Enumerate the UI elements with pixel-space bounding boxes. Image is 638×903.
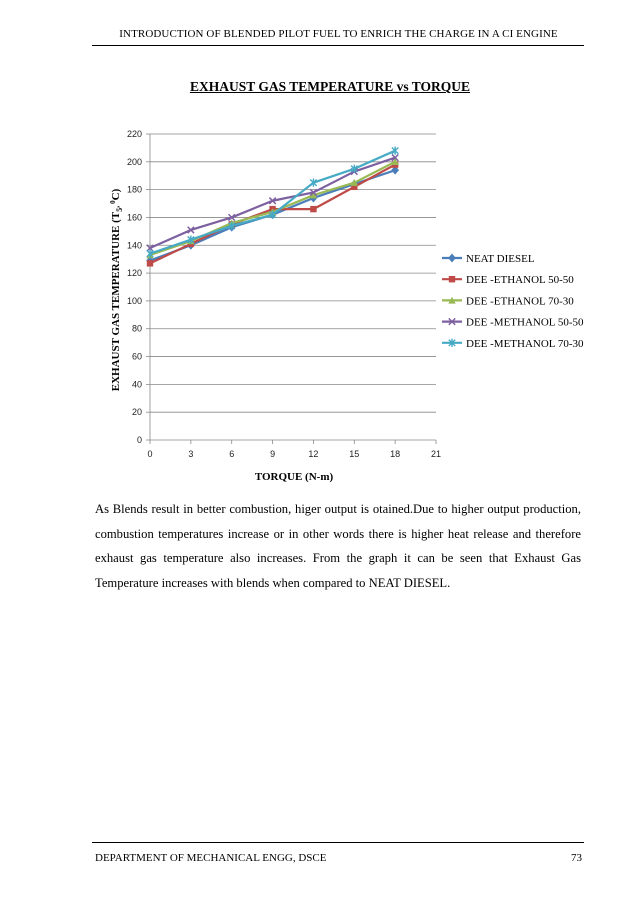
x-tick-label-21: 21 <box>430 449 442 459</box>
legend-label-4: DEE -METHANOL 50-50 <box>466 316 584 329</box>
y-tick-label-100: 100 <box>126 295 142 306</box>
series-4 <box>147 154 399 251</box>
axes <box>146 134 436 444</box>
footer-department: DEPARTMENT OF MECHANICAL ENGG, DSCE <box>95 852 327 864</box>
y-tick-label-140: 140 <box>126 240 142 251</box>
body-paragraph: As Blends result in better combustion, higer output is otained.Due to higher output production, combustion temperatures increase or in other words there is higher heat release and therefore exhaust gas temperature also increases. From the graph it can be seen that Exhaust Gas Temperature increases with blends when compared to NEAT DIESEL. <box>95 502 581 590</box>
x-tick-label-6: 6 <box>229 449 235 459</box>
x-tick-label-9: 9 <box>270 449 276 459</box>
series-line-4 <box>150 158 395 248</box>
x-tick-label-0: 0 <box>147 449 153 459</box>
y-tick-label-80: 80 <box>131 323 142 334</box>
legend-marker-2 <box>449 276 455 282</box>
x-axis-label: TORQUE (N-m) <box>254 471 334 483</box>
legend-item-1 <box>442 253 535 265</box>
page-number: 73 <box>571 852 582 864</box>
legend-label-2: DEE -ETHANOL 50-50 <box>466 274 574 287</box>
running-header: INTRODUCTION OF BLENDED PILOT FUEL TO ENRICH THE CHARGE IN A CI ENGINE <box>119 28 558 40</box>
y-tick-label-40: 40 <box>131 379 142 390</box>
legend <box>442 253 584 350</box>
legend-item-2 <box>442 274 574 286</box>
y-tick-label-220: 220 <box>126 129 142 139</box>
legend-marker-1 <box>449 254 455 261</box>
legend-label-3: DEE -ETHANOL 70-30 <box>466 295 574 308</box>
legend-item-4 <box>442 317 584 329</box>
y-tick-label-20: 20 <box>131 407 142 418</box>
y-tick-label-120: 120 <box>126 268 142 279</box>
data-point-2-1 <box>147 260 153 266</box>
y-tick-label-160: 160 <box>126 212 142 223</box>
x-tick-label-12: 12 <box>308 449 319 459</box>
legend-label-5: DEE -METHANOL 70-30 <box>466 337 584 350</box>
legend-item-3 <box>442 295 574 307</box>
footer-rule <box>92 842 584 843</box>
y-tick-label-200: 200 <box>126 156 142 167</box>
series-group <box>146 146 399 266</box>
gridlines <box>150 134 436 412</box>
chart-title: EXHAUST GAS TEMPERATURE vs TORQUE <box>189 79 471 94</box>
y-tick-label-180: 180 <box>126 184 142 195</box>
x-tick-label-15: 15 <box>349 449 360 459</box>
y-tick-labels <box>127 129 142 445</box>
legend-label-1: NEAT DIESEL <box>466 253 535 265</box>
x-tick-label-3: 3 <box>188 449 194 459</box>
series-line-5 <box>150 151 395 254</box>
y-axis-label: EXHAUST GAS TEMPERATURE ($T_5^,$ $^0$C) <box>109 188 124 392</box>
legend-item-5 <box>442 338 584 350</box>
x-tick-label-18: 18 <box>390 449 401 459</box>
data-point-2-5 <box>310 206 316 212</box>
series-5 <box>147 146 399 257</box>
x-tick-labels <box>147 449 441 459</box>
y-tick-label-60: 60 <box>131 351 142 362</box>
y-tick-label-0: 0 <box>136 435 142 445</box>
